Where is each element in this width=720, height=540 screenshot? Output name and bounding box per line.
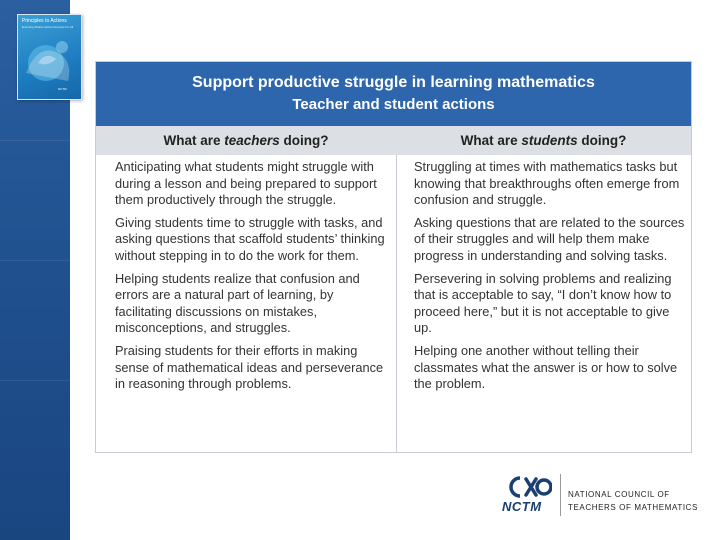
student-action-item: Persevering in solving problems and realizing that is acceptable to say, “I don’t know how to proceed here,” but it is not acceptable to give up. bbox=[414, 270, 672, 336]
book-publisher: NCTM bbox=[58, 87, 67, 91]
logo-abbreviation: NCTM bbox=[502, 499, 542, 514]
teacher-action-item: Anticipating what students might struggle with during a lesson and being prepared to support them productively through the struggle. bbox=[115, 159, 377, 208]
panel-header bbox=[96, 62, 691, 126]
student-action-item: Struggling at times with mathematics tasks but knowing that breakthroughs often emerge from confusion and struggle. bbox=[414, 159, 680, 208]
panel-subtitle: Teacher and student actions bbox=[292, 96, 495, 113]
content-panel bbox=[95, 61, 692, 453]
nctm-logo bbox=[500, 472, 700, 518]
student-header-emphasis: students bbox=[521, 133, 578, 148]
column-header-row bbox=[96, 126, 691, 155]
logo-line-1: NATIONAL COUNCIL OF bbox=[568, 490, 670, 499]
nctm-logo-icon bbox=[506, 474, 552, 500]
teacher-action-item: Praising students for their efforts in making sense of mathematical ideas and perseverance in reasoning through problems. bbox=[115, 342, 384, 392]
teacher-header-prefix: What are bbox=[163, 133, 225, 148]
logo-line-2: TEACHERS OF MATHEMATICS bbox=[568, 503, 698, 512]
panel-title: Support productive struggle in learning mathematics bbox=[192, 74, 595, 91]
student-actions-list bbox=[414, 159, 686, 399]
student-action-item: Helping one another without telling their classmates what the answer is or how to solve the problem. bbox=[414, 342, 678, 392]
teacher-column-header bbox=[96, 126, 396, 155]
teacher-actions-list bbox=[115, 159, 387, 399]
teacher-action-item: Helping students realize that confusion and errors are a natural part of learning, by facilitating discussions on mistakes, misconceptions, and struggles. bbox=[115, 270, 360, 336]
logo-separator bbox=[560, 474, 561, 516]
logo-name bbox=[568, 488, 708, 514]
student-column-header bbox=[396, 126, 691, 155]
column-divider bbox=[396, 155, 397, 453]
teacher-action-item: Giving students time to struggle with tasks, and asking questions that scaffold students’ thinking without stepping in to do the work for them. bbox=[115, 214, 385, 263]
student-action-item: Asking questions that are related to the sources of their struggles and will help them make progress in understanding and solving tasks. bbox=[414, 214, 685, 263]
student-header-suffix: doing? bbox=[577, 133, 627, 148]
book-cover-thumbnail bbox=[17, 14, 82, 100]
book-subtitle: Ensuring Mathematical Success for All bbox=[22, 25, 74, 29]
student-header-prefix: What are bbox=[460, 133, 522, 148]
teacher-header-suffix: doing? bbox=[279, 133, 329, 148]
book-cover-art-icon bbox=[18, 33, 81, 89]
teacher-header-emphasis: teachers bbox=[224, 133, 280, 148]
book-title: Principles to Actions bbox=[22, 18, 67, 24]
